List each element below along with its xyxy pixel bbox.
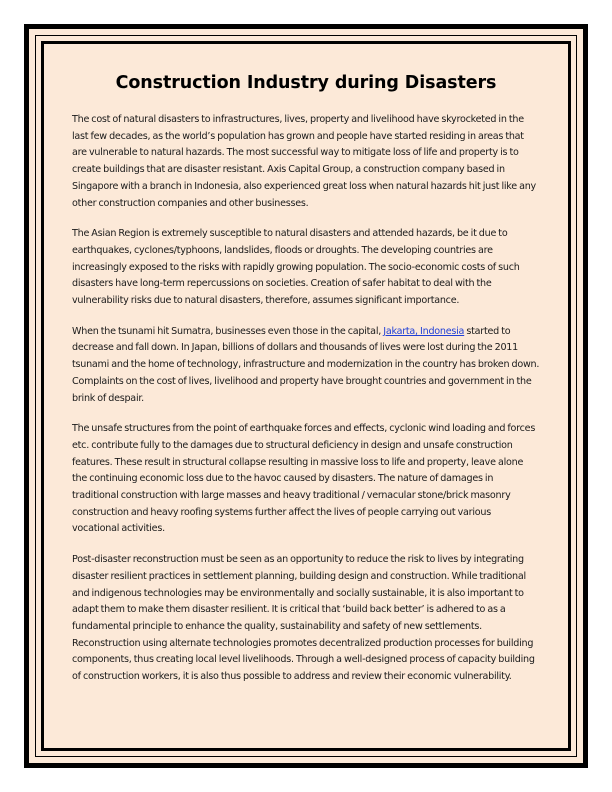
- paragraph-3-text-before-link: When the tsunami hit Sumatra, businesses even those in the capital,: [72, 325, 384, 337]
- paragraph-5: Post-disaster reconstruction must be seen as an opportunity to reduce the risk to lives by integrating disaster resilient practices in settlement planning, building design and construction. While traditional and indigenous technologies may be environmentally and socially sustainable, it is also important to adapt them to make them disaster resilient. It is critical that ‘build back better’ is adhered to as a fundamental principle to enhance the quality, sustainability and safety of new settlements. Reconstruction using alternate technologies promotes decentralized production processes for building components, thus creating local level livelihoods. Through a well-designed process of capacity building of construction workers, it is also thus possible to address and review their economic vulnerability.: [72, 554, 535, 683]
- paragraph-2: The Asian Region is extremely susceptible to natural disasters and attended hazards, be it due to earthquakes, cyclones/typhoons, landslides, floods or droughts. The developing countries are increasingly exposed to the risks with rapidly growing population. The socio-economic costs of such disasters have long-term repercussions on societies. Creation of safer habitat to deal with the vulnerability risks due to natural disasters, therefore, assumes significant importance.: [72, 228, 520, 307]
- paragraph-3-text-after-link: started to decrease and fall down. In Japan, billions of dollars and thousands of lives were lost during the 2011 tsunami and the home of technology, infrastructure and modernization in the country has broken down. Complaints on the cost of lives, livelihood and property have brought countries and government in the brink of despair.: [72, 325, 540, 404]
- paragraph-3: [72, 324, 540, 408]
- document-title: Construction Industry during Disasters: [115, 73, 497, 93]
- document-body: [72, 70, 540, 686]
- jakarta-indonesia-link[interactable]: Jakarta, Indonesia: [383, 325, 465, 337]
- paragraph-1: The cost of natural disasters to infrastructures, lives, property and livelihood have skyrocketed in the last few decades, as the world’s population has grown and people have started residing in areas that are vulnerable to natural hazards. The most successful way to mitigate loss of life and property is to create buildings that are disaster resistant. Axis Capital Group, a construction company based in Singapore with a branch in Indonesia, also experienced great loss when natural hazards hit just like any other construction companies and other businesses.: [72, 114, 536, 209]
- paragraph-4: The unsafe structures from the point of earthquake forces and effects, cyclonic wind loading and forces etc. contribute fully to the damages due to structural deficiency in design and unsafe construction features. These result in structural collapse resulting in massive loss to life and property, leave alone the continuing economic loss due to the havoc caused by disasters. The nature of damages in traditional construction with large masses and heavy traditional / vernacular stone/brick masonry construction and heavy roofing systems further affect the lives of people carrying out various vocational activities.: [72, 423, 536, 535]
